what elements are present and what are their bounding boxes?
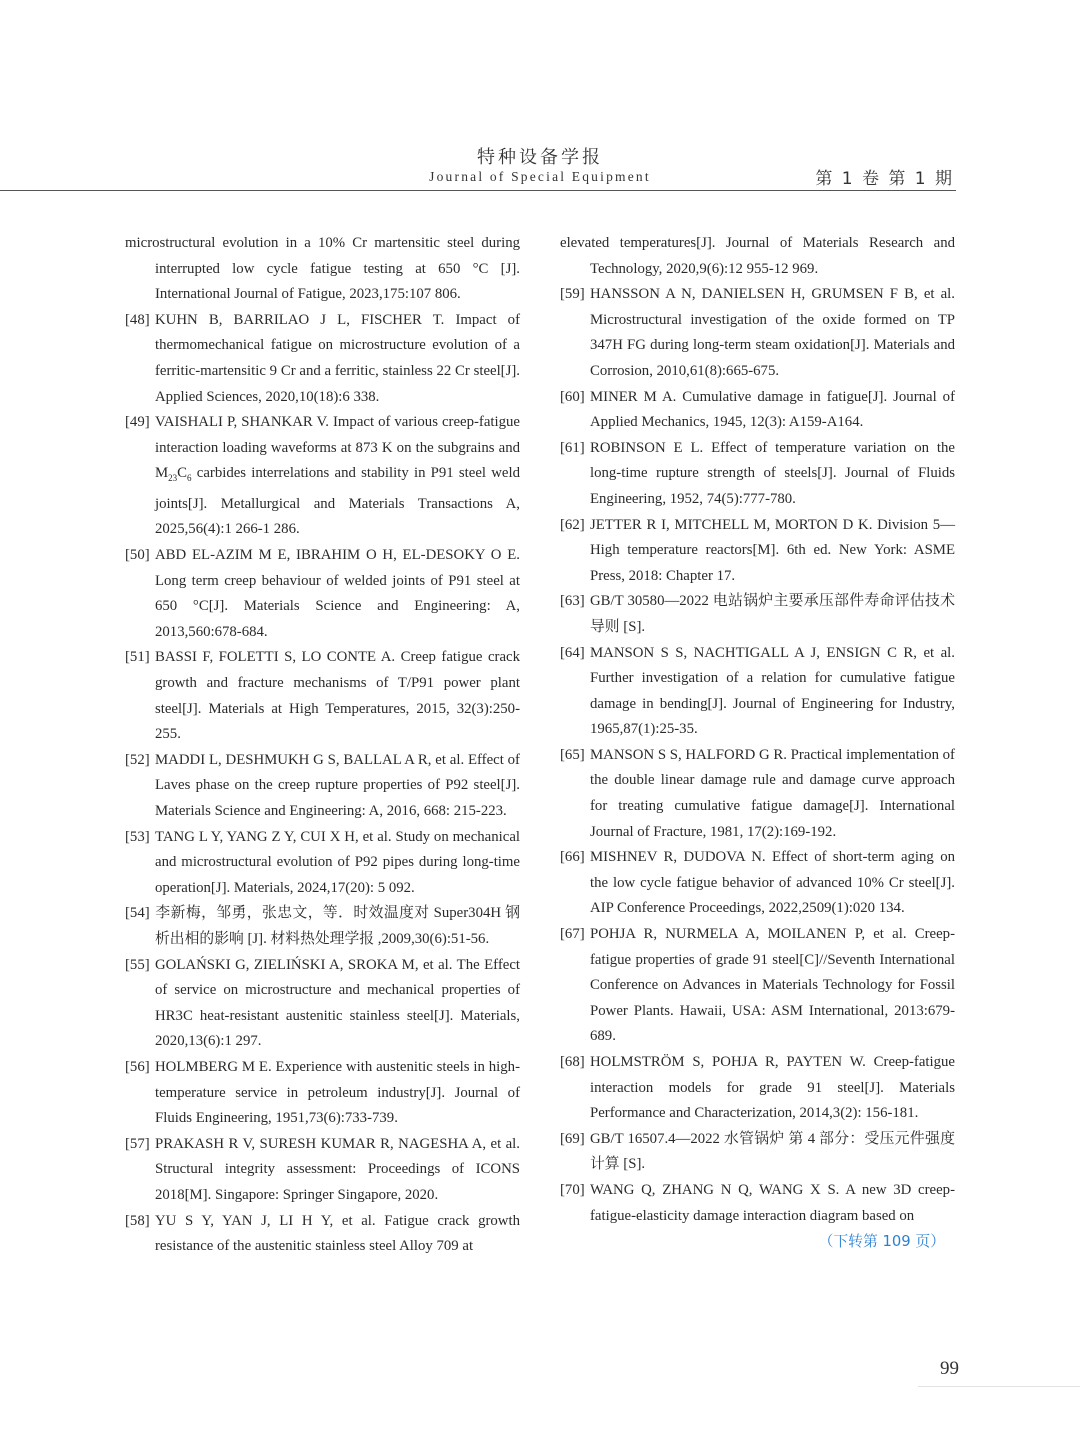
continuation-text: microstructural evolution in a 10% Cr martensitic steel during interrupted low cycle fatigue testing at 650 °C [J]. International Journal of Fatigue, 2023,175:107 806. [125,235,520,303]
reference-text: ABD EL-AZIM M E, IBRAHIM O H, EL-DESOKY O E. Long term creep behaviour of welded joints of P91 steel at 650 °C[J]. Materials Science and Engineering: A, 2013,560:678-684. [155,547,520,640]
issue-label: 第 1 卷 第 1 期 [815,169,954,189]
reference-text: GB/T 30580—2022 电站锅炉主要承压部件寿命评估技术导则 [S]. [590,593,955,635]
reference-49 [125,410,520,543]
reference-number: [63] [560,593,585,610]
reference-54 [125,901,520,952]
reference-70 [560,1178,955,1229]
reference-text: POHJA R, NURMELA A, MOILANEN P, et al. Creep-fatigue properties of grade 91 steel[C]//Seventh International Conference on Advances in Materials Technology for Fossil Power Plants. Hawaii, USA: ASM International, 2013:679-689. [590,926,955,1045]
reference-text: VAISHALI P, SHANKAR V. Impact of various creep-fatigue interaction loading waveforms at 873 K on the subgrains and M [155,414,520,482]
reference-number: [48] [125,311,150,328]
reference-number: [53] [125,828,150,845]
continuation-text: elevated temperatures[J]. Journal of Materials Research and Technology, 2020,9(6):12 955-12 969. [560,235,955,277]
journal-title-cn: 特种设备学报 [477,147,603,168]
reference-text: PRAKASH R V, SURESH KUMAR R, NAGESHA A, et al. Structural integrity assessment: Proceedings of ICONS 2018[M]. Singapore: Springer Singapore, 2020. [155,1135,520,1203]
reference-number: [59] [560,286,585,303]
reference-50 [125,543,520,645]
reference-text: GOLAŃSKI G, ZIELIŃSKI A, SROKA M, et al. The Effect of service on microstructure and mechanical properties of HR3C heat-resistant austenitic stainless steel[J]. Materials, 2020,13(6):1 297. [155,956,520,1050]
header-rule [0,190,956,191]
reference-58 [125,1209,520,1260]
reference-text: JETTER R I, MITCHELL M, MORTON D K. Division 5—High temperature reactors[M]. 6th ed. New York: ASME Press, 2018: Chapter 17. [590,516,955,584]
reference-text: ROBINSON E L. Effect of temperature variation on the long-time rupture strength of steels[J]. Journal of Fluids Engineering, 1952, 74(5):777-780. [590,439,955,507]
reference-number: [49] [125,414,150,431]
reference-number: [52] [125,751,150,768]
reference-66 [560,845,955,922]
reference-number: [55] [125,956,150,973]
reference-51 [125,645,520,747]
reference-number: [70] [560,1181,585,1198]
continued-note: （下转第 109 页） [818,1233,945,1251]
reference-text: 李新梅，邹勇，张忠文，等．时效温度对 Super304H 钢析出相的影响 [J]. 材料热处理学报 ,2009,30(6):51-56. [155,905,520,947]
right-column [560,231,955,1255]
reference-number: [57] [125,1135,150,1152]
reference-number: [62] [560,516,585,533]
reference-number: [64] [560,644,585,661]
reference-number: [61] [560,439,585,456]
reference-text: KUHN B, BARRILAO J L, FISCHER T. Impact of thermomechanical fatigue on microstructure evolution of a ferritic-martensitic 9 Cr and a ferritic, stainless 22 Cr steel[J]. Applied Sciences, 2020,10(18):6 338. [155,311,520,405]
reference-text: MINER M A. Cumulative damage in fatigue[J]. Journal of Applied Mechanics, 1945, 12(3): A159-A164. [590,388,955,431]
reference-59 [560,282,955,384]
reference-text: MISHNEV R, DUDOVA N. Effect of short-term aging on the low cycle fatigue behavior of advanced 10% Cr steel[J]. AIP Conference Proceedings, 2022,2509(1):020 134. [590,849,955,917]
reference-68 [560,1050,955,1127]
reference-52 [125,748,520,825]
subscript: 6 [187,473,192,484]
reference-text: HOLMBERG M E. Experience with austenitic steels in high-temperature service in petroleum industry[J]. Journal of Fluids Engineering, 1951,73(6):733-739. [155,1058,520,1127]
reference-text: carbides interrelations and stability in P91 steel weld joints[J]. Metallurgical and Materials Transactions A, 2025,56(4):1 266-1 286. [155,465,520,538]
subscript: 23 [168,473,178,484]
reference-62 [560,513,955,590]
reference-text: C [177,465,188,482]
page-number: 99 [940,1358,959,1379]
reference-number: [51] [125,649,150,666]
reference-number: [56] [125,1058,150,1075]
reference-number: [50] [125,547,150,564]
reference-69 [560,1127,955,1178]
reference-text: BASSI F, FOLETTI S, LO CONTE A. Creep fatigue crack growth and fracture mechanisms of T/P91 power plant steel[J]. Materials at High Temperatures, 2015, 32(3):250-255. [155,649,520,743]
reference-63 [560,589,955,640]
reference-number: [69] [560,1130,585,1147]
reference-text: GB/T 16507.4—2022 水管锅炉 第 4 部分：受压元件强度计算 [S]. [590,1130,955,1173]
reference-text: MANSON S S, HALFORD G R. Practical implementation of the double linear damage rule and damage curve approach for treating cumulative fatigue damage[J]. International Journal of Fracture, 1981, 17(2):169-192. [590,746,955,840]
reference-continuation [560,231,955,282]
reference-text: HOLMSTRÖM S, POHJA R, PAYTEN W. Creep-fatigue interaction models for grade 91 steel[J]. Materials Performance and Characterization, 2014,3(2): 156-181. [590,1054,955,1122]
reference-55 [125,953,520,1055]
reference-67 [560,922,955,1050]
reference-number: [60] [560,388,585,405]
reference-text: MADDI L, DESHMUKH G S, BALLAL A R, et al. Effect of Laves phase on the creep rupture properties of P92 steel[J]. Materials Science and Engineering: A, 2016, 668: 215-223. [155,751,520,820]
left-column [125,231,520,1260]
reference-number: [66] [560,849,585,866]
reference-text: HANSSON A N, DANIELSEN H, GRUMSEN F B, et al. Microstructural investigation of the oxide formed on TP 347H FG during long-term steam oxidation[J]. Materials and Corrosion, 2010,61(8):665-675. [590,286,955,379]
reference-64 [560,641,955,743]
reference-text: YU S Y, YAN J, LI H Y, et al. Fatigue crack growth resistance of the austenitic stainless steel Alloy 709 at [155,1212,520,1255]
reference-number: [65] [560,746,585,763]
reference-text: WANG Q, ZHANG N Q, WANG X S. A new 3D creep-fatigue-elasticity damage interaction diagram based on [590,1181,955,1224]
reference-57 [125,1132,520,1209]
reference-65 [560,743,955,845]
reference-text: TANG L Y, YANG Z Y, CUI X H, et al. Study on mechanical and microstructural evolution of P92 pipes during long-time operation[J]. Materials, 2024,17(20): 5 092. [155,828,520,896]
reference-53 [125,825,520,902]
reference-60 [560,385,955,436]
journal-title-en: Journal of Special Equipment [429,169,651,184]
reference-61 [560,436,955,513]
reference-number: [54] [125,905,150,922]
reference-number: [58] [125,1212,150,1229]
reference-56 [125,1055,520,1132]
reference-48 [125,308,520,410]
reference-text: MANSON S S, NACHTIGALL A J, ENSIGN C R, et al. Further investigation of a relation for cumulative fatigue damage in bending[J]. Journal of Engineering for Industry, 1965,87(1):25-35. [590,644,955,738]
reference-number: [68] [560,1054,585,1070]
reference-number: [67] [560,926,585,943]
footer-rule [918,1386,1080,1387]
reference-continuation [125,231,520,308]
